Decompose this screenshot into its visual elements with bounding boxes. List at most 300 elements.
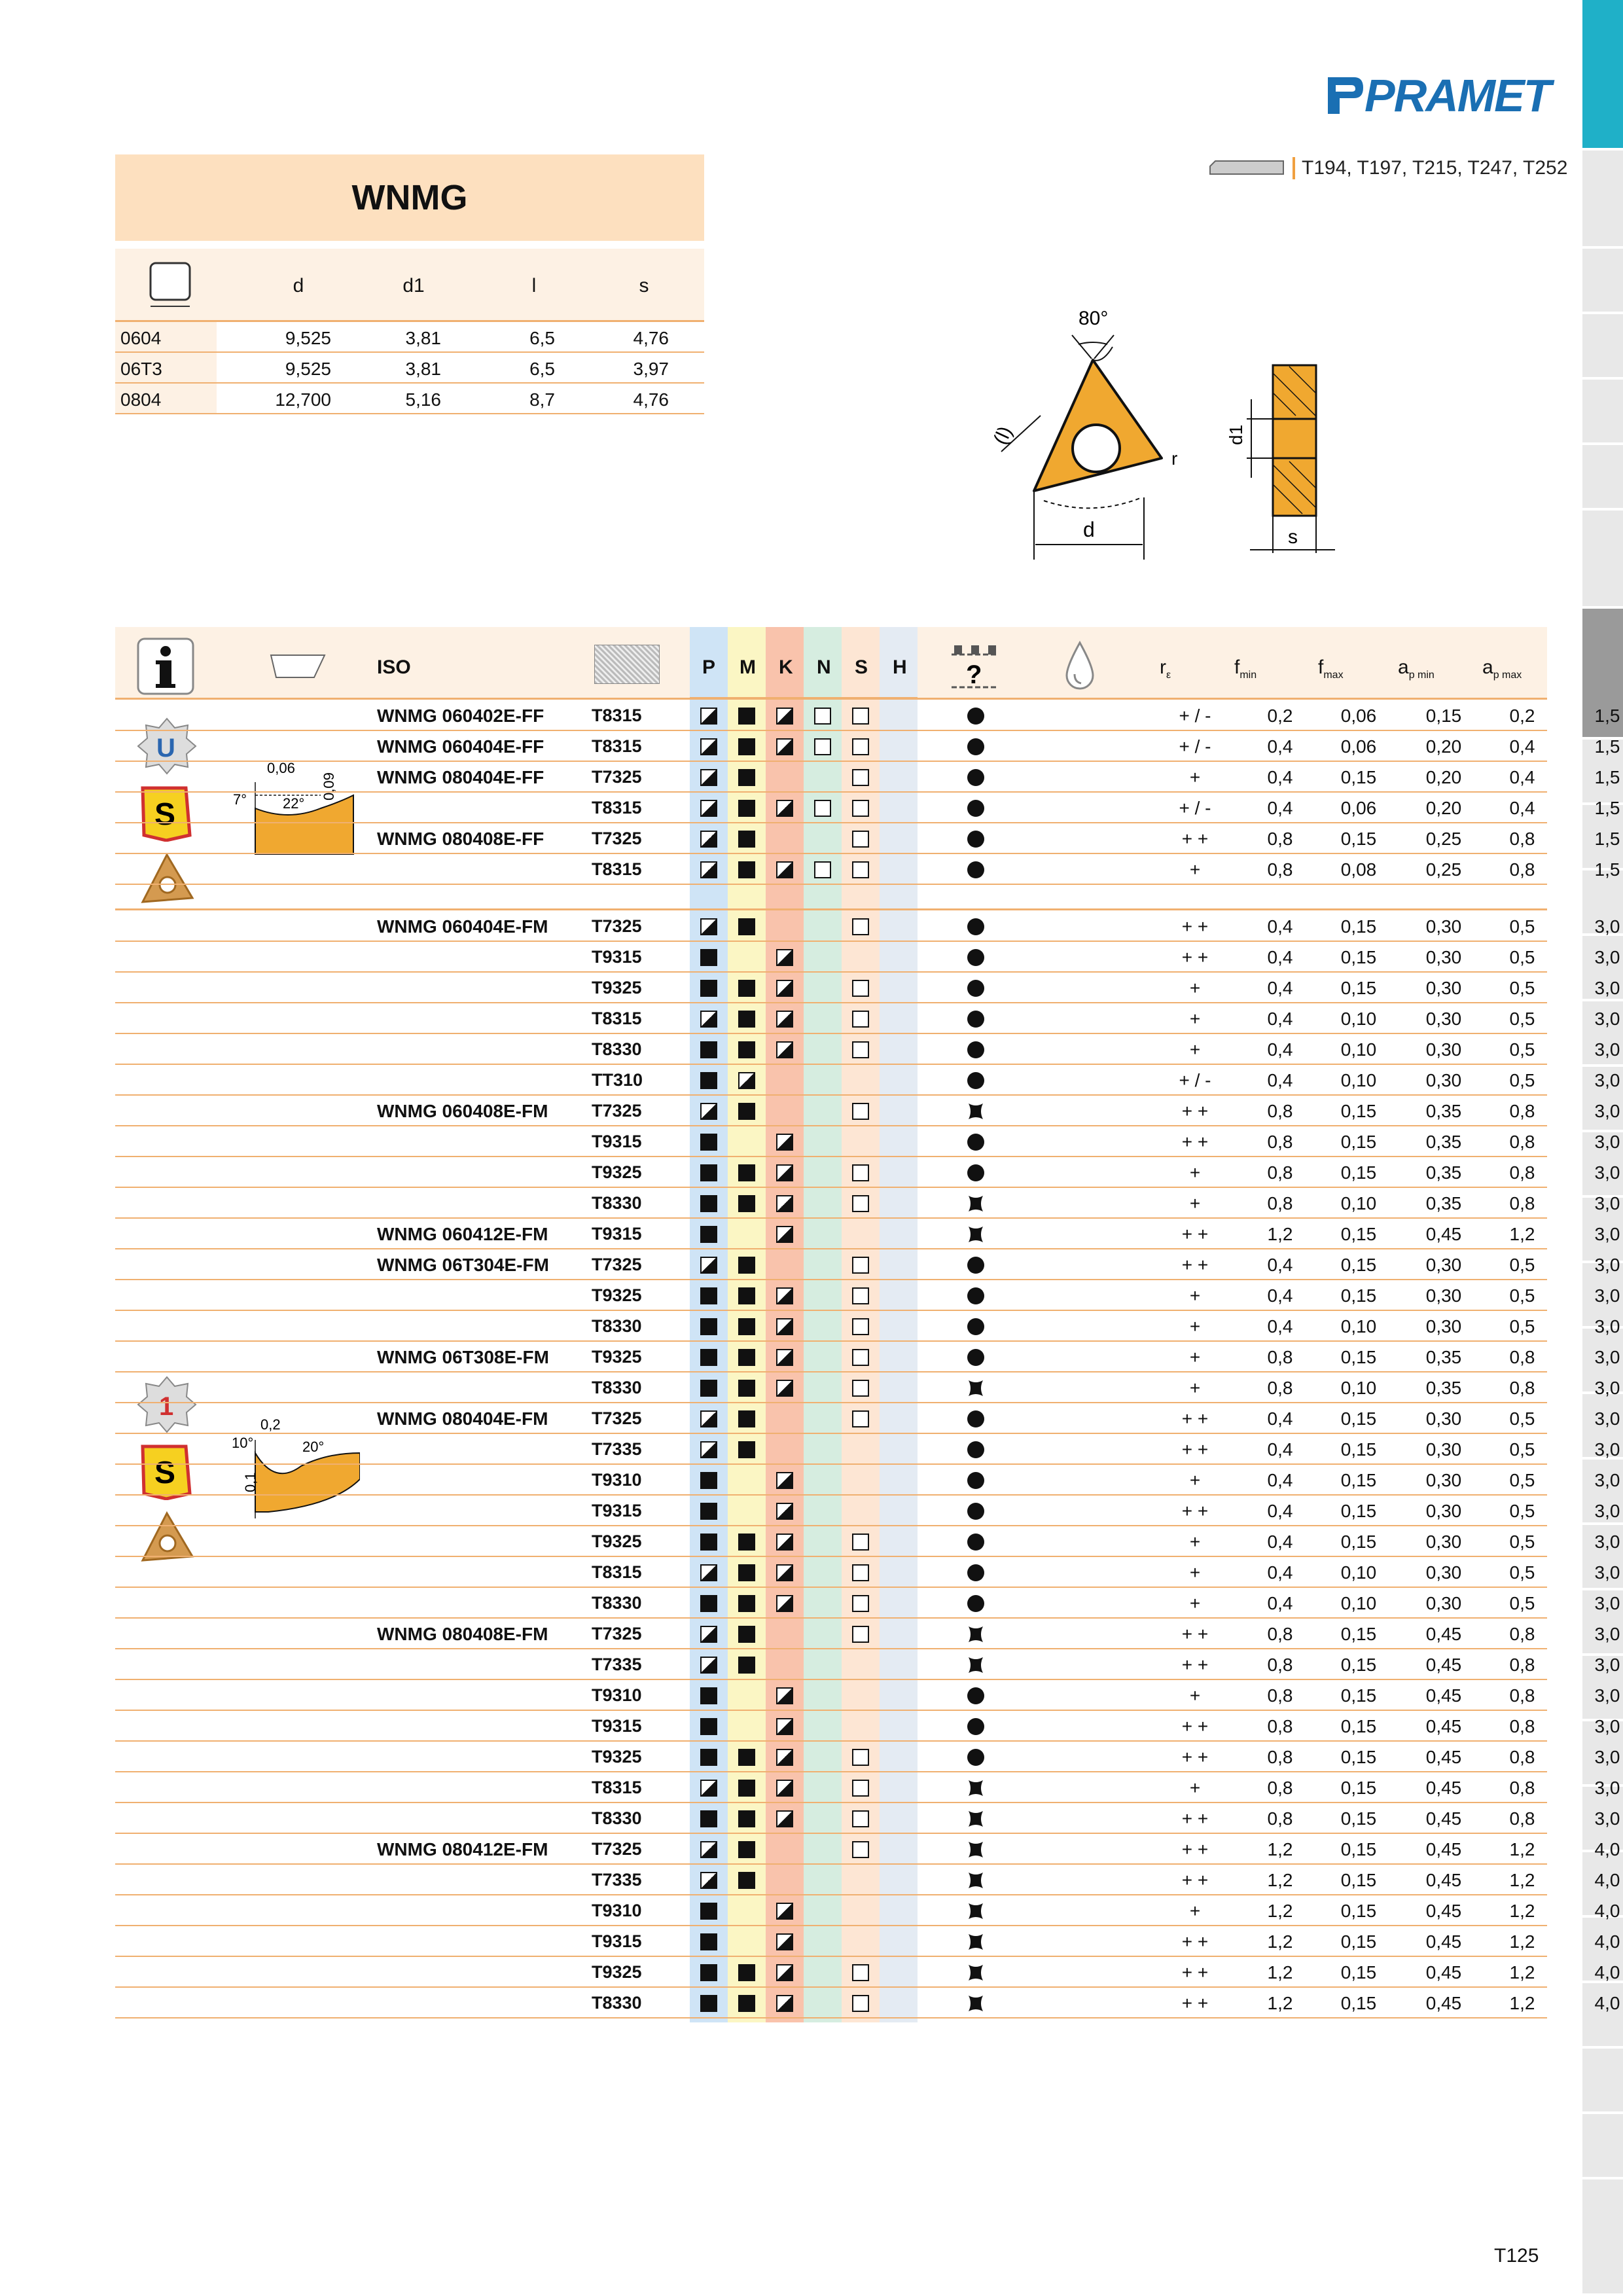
feed-min: 0,10 (1340, 1593, 1377, 1613)
suitability-rating: + + (1181, 916, 1209, 937)
dimension-row (115, 322, 704, 353)
depth-max: 4,0 (1594, 1962, 1620, 1982)
header-apmax: $a_{p max}$ (1482, 656, 1522, 681)
stability-circle-icon (967, 980, 984, 997)
section-tab[interactable] (1582, 511, 1623, 609)
insert-code: WNMG 060404E-FM (377, 916, 548, 937)
corner-radius: 1,2 (1267, 1901, 1293, 1921)
suitability-M-primary-icon (738, 1780, 755, 1797)
feed-min: 0,10 (1340, 1009, 1377, 1029)
suitability-K-secondary-icon (776, 1318, 793, 1335)
info-icon[interactable] (136, 637, 195, 696)
suitability-K-secondary-icon (776, 1595, 793, 1612)
corner-radius: 0,4 (1267, 1408, 1293, 1429)
depth-min: 0,8 (1509, 829, 1535, 849)
feed-max: 0,35 (1425, 1162, 1462, 1183)
suitability-S-none-icon (852, 769, 869, 786)
depth-min: 0,5 (1509, 1070, 1535, 1090)
table-row (115, 1157, 1620, 1188)
suitability-P-primary-icon (700, 1718, 717, 1735)
feed-max: 0,30 (1425, 1316, 1462, 1336)
depth-min: 0,8 (1509, 1347, 1535, 1367)
depth-max: 3,0 (1594, 1408, 1620, 1429)
depth-min: 0,5 (1509, 1501, 1535, 1521)
depth-min: 0,8 (1509, 1655, 1535, 1675)
feed-min: 0,06 (1340, 706, 1377, 726)
suitability-rating: + (1189, 1193, 1201, 1213)
depth-max: 3,0 (1594, 1470, 1620, 1490)
suitability-rating: + + (1181, 1101, 1209, 1121)
feed-max: 0,45 (1425, 1901, 1462, 1921)
suitability-M-primary-icon (738, 1318, 755, 1335)
header-d: d (293, 275, 304, 296)
table-row (115, 762, 1620, 793)
corner-radius: 0,8 (1267, 1101, 1293, 1121)
corner-radius: 0,4 (1267, 947, 1293, 967)
depth-max: 3,0 (1594, 1808, 1620, 1829)
section-tab[interactable] (1582, 2114, 1623, 2179)
stability-circle-icon (967, 1595, 984, 1612)
table-row (115, 1126, 1620, 1157)
svg-text:S: S (154, 797, 176, 832)
grade-code: T9310 (592, 1901, 642, 1920)
table-row (115, 1895, 1620, 1926)
corner-radius: 0,8 (1267, 1378, 1293, 1398)
depth-min: 0,5 (1509, 1593, 1535, 1613)
suitability-rating: + (1189, 859, 1201, 880)
header-underline (115, 698, 1547, 700)
suitability-P-secondary-icon (700, 1410, 717, 1427)
table-row (115, 1865, 1620, 1895)
suitability-M-primary-icon (738, 1349, 755, 1366)
feed-min: 0,15 (1340, 1778, 1377, 1798)
stability-notched-icon (967, 1225, 984, 1244)
feed-min: 0,10 (1340, 1316, 1377, 1336)
suitability-S-none-icon (852, 1195, 869, 1212)
depth-min: 0,8 (1509, 1624, 1535, 1644)
insert-code: WNMG 080412E-FM (377, 1839, 548, 1859)
suitability-rating: + (1189, 767, 1201, 787)
suitability-rating: + (1189, 1593, 1201, 1613)
feed-max: 0,45 (1425, 1224, 1462, 1244)
suitability-N-none-icon (814, 861, 831, 878)
suitability-S-none-icon (852, 1164, 869, 1181)
feed-max: 0,30 (1425, 1439, 1462, 1460)
depth-max: 1,5 (1594, 706, 1620, 726)
depth-max: 3,0 (1594, 1347, 1620, 1367)
depth-min: 0,8 (1509, 1716, 1535, 1736)
stability-circle-icon (967, 1318, 984, 1335)
svg-text:10°: 10° (232, 1435, 254, 1451)
feed-min: 0,06 (1340, 798, 1377, 818)
suitability-K-secondary-icon (776, 861, 793, 878)
table-row (115, 1342, 1620, 1372)
feed-min: 0,15 (1340, 1655, 1377, 1675)
depth-max: 4,0 (1594, 1870, 1620, 1890)
suitability-M-primary-icon (738, 1164, 755, 1181)
suitability-K-secondary-icon (776, 1472, 793, 1489)
corner-radius: 0,4 (1267, 1593, 1293, 1613)
dimension-value: 5,16 (405, 389, 441, 410)
svg-text:d: d (1083, 518, 1095, 541)
grade-code: T7325 (592, 1101, 642, 1121)
table-row (115, 1742, 1620, 1772)
suitability-rating: + / - (1179, 798, 1211, 818)
suitability-rating: + + (1181, 1716, 1209, 1736)
stability-circle-icon (967, 1718, 984, 1735)
grade-code: T9325 (592, 1162, 642, 1182)
depth-min: 0,5 (1509, 1408, 1535, 1429)
grade-code: T9325 (592, 1962, 642, 1982)
feed-max: 0,20 (1425, 767, 1462, 787)
grade-code: T7335 (592, 1870, 642, 1890)
suitability-rating: + + (1181, 1993, 1209, 2013)
table-row (115, 1680, 1620, 1711)
section-tab[interactable] (1582, 2049, 1623, 2114)
suitability-K-secondary-icon (776, 1564, 793, 1581)
table-row (115, 973, 1620, 1003)
suitability-P-secondary-icon (700, 1011, 717, 1028)
section-tab[interactable] (1582, 314, 1623, 380)
depth-max: 3,0 (1594, 1562, 1620, 1583)
grade-code: T8330 (592, 1378, 642, 1397)
stability-notched-icon (967, 1994, 984, 2013)
suitability-K-secondary-icon (776, 738, 793, 755)
corner-radius: 0,8 (1267, 1624, 1293, 1644)
suitability-P-primary-icon (700, 1226, 717, 1243)
suitability-P-secondary-icon (700, 769, 717, 786)
grade-code: T9325 (592, 1285, 642, 1305)
stability-circle-icon (967, 1287, 984, 1304)
table-row (115, 1557, 1620, 1588)
header-S: S (855, 656, 868, 678)
suitability-rating: + (1189, 1347, 1201, 1367)
corner-radius: 0,4 (1267, 1255, 1293, 1275)
suitability-P-primary-icon (700, 1995, 717, 2012)
header-re: $r_\varepsilon$ (1160, 656, 1171, 681)
depth-max: 3,0 (1594, 1685, 1620, 1706)
suitability-K-secondary-icon (776, 1226, 793, 1243)
stability-notched-icon (967, 1625, 984, 1643)
suitability-M-primary-icon (738, 1011, 755, 1028)
stability-circle-icon (967, 1011, 984, 1028)
svg-text:r: r (1171, 448, 1178, 469)
corner-radius: 0,4 (1267, 767, 1293, 787)
grade-code: T9325 (592, 978, 642, 997)
suitability-K-secondary-icon (776, 1041, 793, 1058)
section-tab[interactable] (1582, 2179, 1623, 2296)
dimension-table (115, 249, 704, 414)
svg-text:d1: d1 (1226, 424, 1246, 445)
suitability-K-secondary-icon (776, 1780, 793, 1797)
stability-notched-icon (967, 1379, 984, 1397)
dimension-value: 6,5 (529, 328, 555, 348)
feed-min: 0,15 (1340, 1132, 1377, 1152)
suitability-S-none-icon (852, 1257, 869, 1274)
suitability-S-none-icon (852, 1964, 869, 1981)
dimension-value: 9,525 (285, 328, 331, 348)
table-row (115, 1003, 1620, 1034)
dimension-value: 8,7 (529, 389, 555, 410)
suitability-M-primary-icon (738, 1441, 755, 1458)
header-iso: ISO (377, 656, 411, 678)
insert-code: WNMG 060402E-FF (377, 706, 544, 726)
suitability-rating: + + (1181, 947, 1209, 967)
depth-max: 3,0 (1594, 916, 1620, 937)
dimension-value: 3,97 (633, 359, 669, 379)
corner-radius: 0,8 (1267, 1685, 1293, 1706)
suitability-S-none-icon (852, 1318, 869, 1335)
suitability-S-none-icon (852, 980, 869, 997)
feed-min: 0,15 (1340, 1347, 1377, 1367)
suitability-rating: + + (1181, 1439, 1209, 1460)
depth-min: 0,5 (1509, 1532, 1535, 1552)
depth-min: 0,5 (1509, 1039, 1535, 1060)
corner-radius: 0,4 (1267, 798, 1293, 818)
depth-min: 0,5 (1509, 916, 1535, 937)
suitability-rating: + + (1181, 1747, 1209, 1767)
svg-text:0,1: 0,1 (242, 1472, 259, 1492)
table-row (115, 1280, 1620, 1311)
depth-min: 0,5 (1509, 1439, 1535, 1460)
corner-radius: 0,8 (1267, 1347, 1293, 1367)
svg-text:1: 1 (159, 1392, 174, 1421)
svg-text:(l): (l) (990, 423, 1017, 448)
insert-code: WNMG 080404E-FM (377, 1408, 548, 1429)
feed-min: 0,15 (1340, 1255, 1377, 1275)
depth-max: 3,0 (1594, 1716, 1620, 1736)
grade-code: T7335 (592, 1655, 642, 1674)
stability-notched-icon (967, 1656, 984, 1674)
pramet-logo-icon (1325, 75, 1364, 117)
suitability-rating: + + (1181, 1808, 1209, 1829)
insert-code: WNMG 060408E-FM (377, 1101, 548, 1121)
depth-max: 3,0 (1594, 1224, 1620, 1244)
suitability-S-none-icon (852, 1810, 869, 1827)
feed-max: 0,30 (1425, 1408, 1462, 1429)
suitability-S-none-icon (852, 1841, 869, 1858)
suitability-P-primary-icon (700, 1903, 717, 1920)
depth-min: 0,8 (1509, 1778, 1535, 1798)
header-s: s (639, 275, 649, 296)
suitability-P-secondary-icon (700, 1626, 717, 1643)
stability-circle-icon (967, 1534, 984, 1551)
corner-radius: 0,4 (1267, 1285, 1293, 1306)
corner-radius: 0,4 (1267, 1039, 1293, 1060)
suitability-K-secondary-icon (776, 1503, 793, 1520)
svg-text:7°: 7° (233, 791, 247, 808)
header-apmin: $a_{p min}$ (1398, 656, 1435, 681)
feed-max: 0,45 (1425, 1839, 1462, 1859)
table-row (115, 1619, 1620, 1649)
feed-max: 0,30 (1425, 947, 1462, 967)
depth-min: 0,5 (1509, 1009, 1535, 1029)
grade-code: T9315 (592, 1224, 642, 1244)
suitability-M-primary-icon (738, 1257, 755, 1274)
table-row (115, 1065, 1620, 1096)
suitability-rating: + (1189, 1778, 1201, 1798)
grade-code: T7325 (592, 1624, 642, 1643)
brand-name: PRAMET (1364, 70, 1550, 121)
section-tab-active-top[interactable] (1582, 0, 1623, 151)
feed-min: 0,15 (1340, 829, 1377, 849)
stability-circle-icon (967, 1072, 984, 1089)
suitability-P-primary-icon (700, 1964, 717, 1981)
dimension-size-code: 06T3 (120, 359, 162, 379)
suitability-P-primary-icon (700, 980, 717, 997)
stability-circle-icon (967, 708, 984, 725)
suitability-rating: + + (1181, 1624, 1209, 1644)
suitability-rating: + (1189, 1285, 1201, 1306)
depth-max: 3,0 (1594, 978, 1620, 998)
suitability-P-primary-icon (700, 1687, 717, 1704)
suitability-M-primary-icon (738, 1810, 755, 1827)
suitability-M-primary-icon (738, 1626, 755, 1643)
grade-code: T8330 (592, 1193, 642, 1213)
feed-max: 0,30 (1425, 978, 1462, 998)
stability-circle-icon (967, 1441, 984, 1458)
table-row (115, 854, 1620, 885)
suitability-S-none-icon (852, 738, 869, 755)
grade-code: T7325 (592, 1839, 642, 1859)
suitability-M-secondary-icon (738, 1072, 755, 1089)
suitability-P-secondary-icon (700, 918, 717, 935)
suitability-rating: + (1189, 1162, 1201, 1183)
corner-radius: 0,2 (1267, 706, 1293, 726)
insert-side-view-drawing (1211, 353, 1342, 563)
depth-max: 3,0 (1594, 1162, 1620, 1183)
suitability-P-primary-icon (700, 1933, 717, 1950)
stability-circle-icon (967, 918, 984, 935)
section-tab[interactable] (1582, 380, 1623, 445)
feed-max: 0,35 (1425, 1101, 1462, 1121)
suitability-S-none-icon (852, 861, 869, 878)
feed-min: 0,10 (1340, 1562, 1377, 1583)
feed-max: 0,20 (1425, 798, 1462, 818)
suitability-N-none-icon (814, 800, 831, 817)
depth-max: 3,0 (1594, 1593, 1620, 1613)
grade-code: T9315 (592, 947, 642, 967)
suitability-S-none-icon (852, 1564, 869, 1581)
stability-notched-icon (967, 1840, 984, 1859)
suitability-K-secondary-icon (776, 1718, 793, 1735)
depth-min: 0,4 (1509, 798, 1535, 818)
dimension-value: 12,700 (275, 389, 331, 410)
insert-outline-icon (147, 259, 194, 312)
suitability-S-none-icon (852, 1626, 869, 1643)
insert-code: WNMG 080404E-FF (377, 767, 544, 787)
depth-min: 0,5 (1509, 978, 1535, 998)
stability-circle-icon (967, 769, 984, 786)
stability-circle-icon (967, 1410, 984, 1427)
suitability-K-secondary-icon (776, 1749, 793, 1766)
depth-max: 3,0 (1594, 1778, 1620, 1798)
suitability-P-secondary-icon (700, 861, 717, 878)
page-title-box (115, 154, 704, 241)
suitability-N-none-icon (814, 738, 831, 755)
suitability-K-secondary-icon (776, 708, 793, 725)
suitability-M-primary-icon (738, 918, 755, 935)
header-P: P (702, 656, 716, 678)
table-row (115, 823, 1620, 854)
section-tab[interactable] (1582, 249, 1623, 314)
suitability-S-none-icon (852, 1534, 869, 1551)
suitability-K-secondary-icon (776, 980, 793, 997)
suitability-M-primary-icon (738, 708, 755, 725)
dimension-value: 3,81 (405, 328, 441, 348)
feed-max: 0,45 (1425, 1716, 1462, 1736)
suitability-P-secondary-icon (700, 708, 717, 725)
suitability-K-secondary-icon (776, 1195, 793, 1212)
dimension-value: 9,525 (285, 359, 331, 379)
suitability-P-primary-icon (700, 1287, 717, 1304)
header-l: l (531, 275, 537, 296)
table-row (115, 1434, 1620, 1465)
feed-min: 0,15 (1340, 1285, 1377, 1306)
feed-max: 0,35 (1425, 1378, 1462, 1398)
suitability-rating: + (1189, 1562, 1201, 1583)
suitability-P-secondary-icon (700, 1441, 717, 1458)
depth-max: 3,0 (1594, 1255, 1620, 1275)
feed-max: 0,45 (1425, 1993, 1462, 2013)
suitability-S-none-icon (852, 1595, 869, 1612)
grade-code: T8315 (592, 1778, 642, 1797)
depth-min: 0,5 (1509, 1285, 1535, 1306)
section-tab[interactable] (1582, 151, 1623, 249)
stability-notched-icon (967, 1194, 984, 1213)
suitability-P-secondary-icon (700, 1872, 717, 1889)
corner-radius: 0,8 (1267, 1655, 1293, 1675)
brand-logo (1325, 72, 1550, 119)
corner-radius: 0,4 (1267, 1439, 1293, 1460)
grade-code: T7325 (592, 916, 642, 936)
suitability-M-primary-icon (738, 1410, 755, 1427)
suitability-rating: + (1189, 1470, 1201, 1490)
dimension-table-header (115, 249, 704, 322)
stability-circle-icon (967, 831, 984, 848)
table-row (115, 1403, 1620, 1434)
suitability-M-primary-icon (738, 1534, 755, 1551)
feed-max: 0,45 (1425, 1808, 1462, 1829)
grade-code: T9310 (592, 1470, 642, 1490)
feed-min: 0,06 (1340, 736, 1377, 757)
suitability-K-secondary-icon (776, 1349, 793, 1366)
header-K: K (779, 656, 793, 678)
depth-max: 3,0 (1594, 1101, 1620, 1121)
feed-min: 0,15 (1340, 1839, 1377, 1859)
depth-min: 0,8 (1509, 1132, 1535, 1152)
corner-radius: 0,4 (1267, 1009, 1293, 1029)
corner-radius: 1,2 (1267, 1931, 1293, 1952)
svg-text:80°: 80° (1079, 308, 1109, 329)
dimension-size-code: 0604 (120, 328, 162, 348)
depth-min: 1,2 (1509, 1962, 1535, 1982)
suitability-M-primary-icon (738, 1287, 755, 1304)
stability-circle-icon (967, 1503, 984, 1520)
suitability-P-primary-icon (700, 1749, 717, 1766)
header-fmin: $f_{min}$ (1234, 656, 1257, 681)
section-tab[interactable] (1582, 445, 1623, 511)
suitability-M-primary-icon (738, 1964, 755, 1981)
feed-max: 0,45 (1425, 1870, 1462, 1890)
table-row (115, 1834, 1620, 1865)
feed-min: 0,15 (1340, 1716, 1377, 1736)
table-row (115, 1096, 1620, 1126)
stability-circle-icon (967, 949, 984, 966)
corner-radius: 0,8 (1267, 1132, 1293, 1152)
suitability-M-primary-icon (738, 1195, 755, 1212)
corner-radius: 0,4 (1267, 1501, 1293, 1521)
